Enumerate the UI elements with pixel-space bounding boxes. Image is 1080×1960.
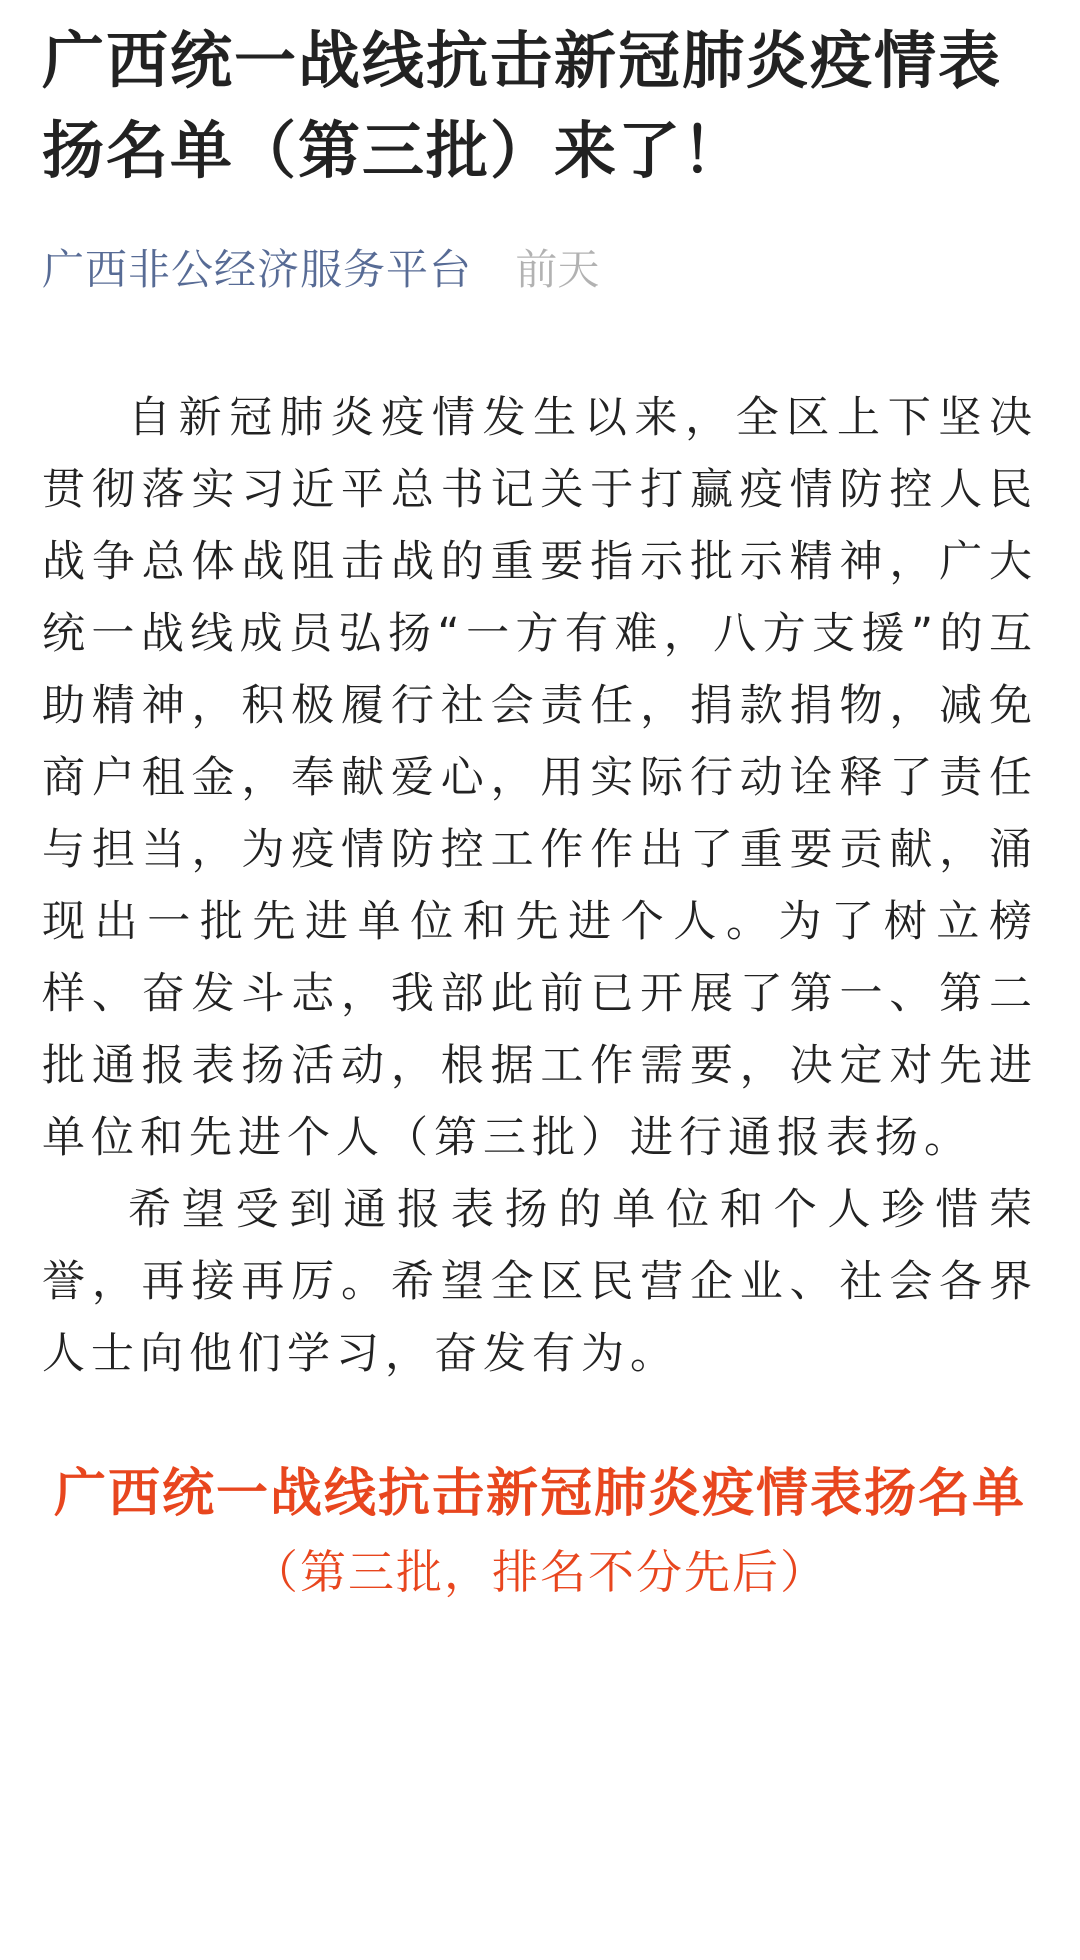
article <box>42 0 1038 1608</box>
commendation-list-subtitle: （第三批，排名不分先后） <box>252 1545 828 1599</box>
article-title: 广西统一战线抗击新冠肺炎疫情表扬名单（第三批）来了！ <box>42 24 1003 187</box>
article-meta <box>42 240 1038 300</box>
body-paragraph: 自新冠肺炎疫情发生以来，全区上下坚决贯彻落实习近平总书记关于打赢疫情防控人民战争总体战阻击战的重要指示批示精神，广大统一战线成员弘扬“一方有难，八方支援”的互助精神，积极履行社会责任，捐款捐物，减免商户租金，奉献爱心，用实际行动诠释了责任与担当，为疫情防控工作作出了重要贡献，涌现出一批先进单位和先进个人。为了树立榜样、奋发斗志，我部此前已开展了第一、第二批通报表扬活动，根据工作需要，决定对先进单位和先进个人（第三批）进行通报表扬。 <box>42 393 1038 1163</box>
commendation-list-title: 广西统一战线抗击新冠肺炎疫情表扬名单 <box>53 1464 1026 1524</box>
publish-time: 前天 <box>515 245 600 294</box>
body-paragraph: 希望受到通报表扬的单位和个人珍惜荣誉，再接再厉。希望全区民营企业、社会各界人士向他们学习，奋发有为。 <box>42 1185 1038 1379</box>
article-body <box>42 382 1038 1608</box>
account-name-link[interactable]: 广西非公经济服务平台 <box>42 245 473 294</box>
